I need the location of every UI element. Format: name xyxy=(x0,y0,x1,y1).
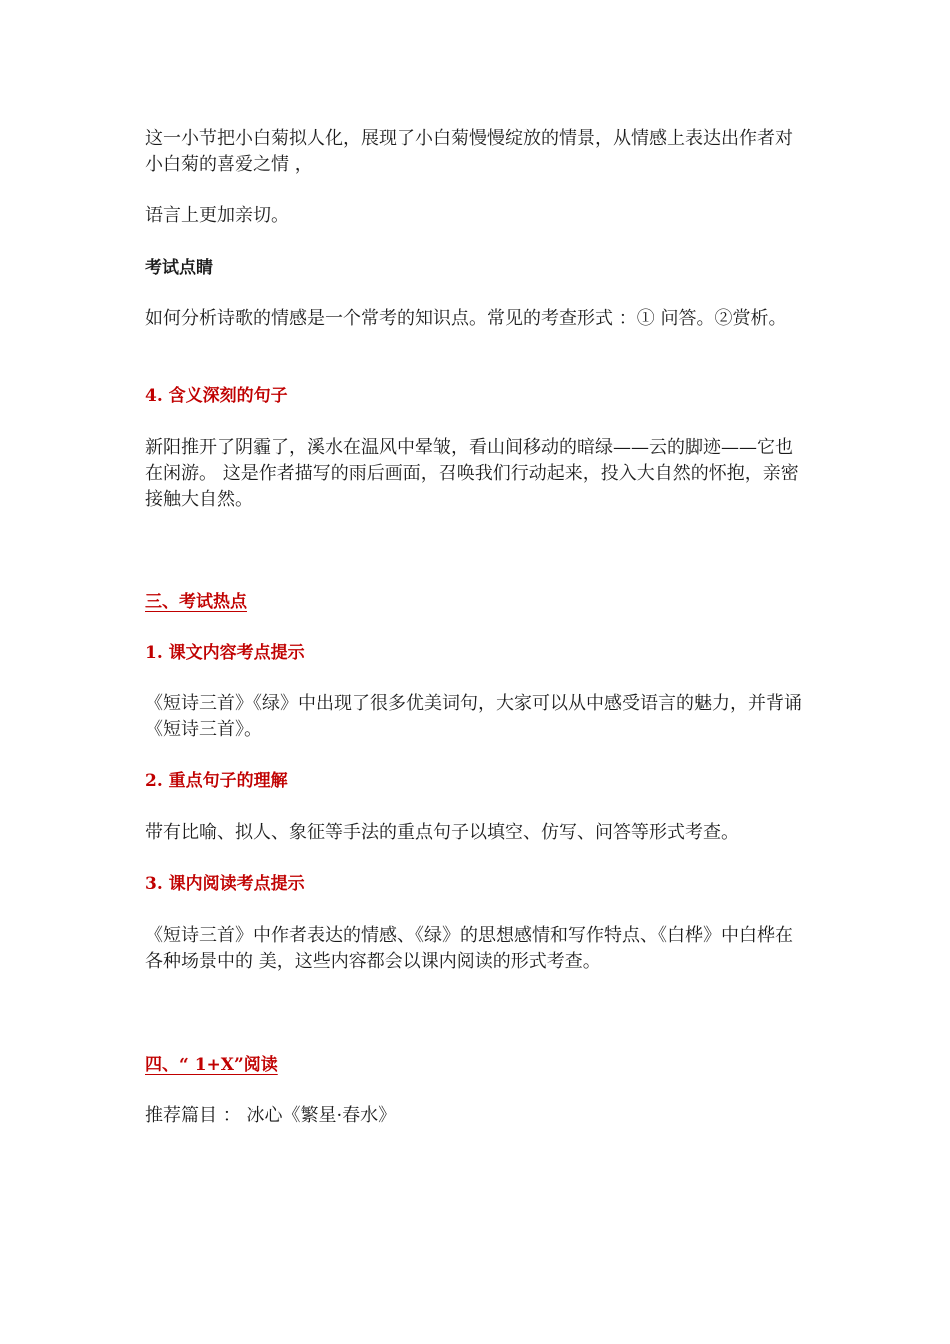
section-heading-1x-reading: 四、“ 1+X”阅读 xyxy=(145,1055,278,1075)
heading-in-class-reading-tips: 3. 课内阅读考点提示 xyxy=(145,874,305,894)
paragraph-text-content-tips: 《短诗三首》《绿》中出现了很多优美词句，大家可以从中感受语言的魅力，并背诵《短诗三首》。 xyxy=(145,693,802,740)
paragraph-recommended-reading: 推荐篇目 ： 冰心《繁星·春水》 xyxy=(145,1105,397,1126)
paragraph-language-note: 语言上更加亲切。 xyxy=(145,205,289,226)
paragraph-key-sentence-understanding: 带有比喻、拟人、象征等手法的重点句子以填空、仿写、问答等形式考查。 xyxy=(145,822,739,843)
section-heading-exam-hotspots: 三、考试热点 xyxy=(145,592,247,612)
heading-exam-point: 考试点睛 xyxy=(145,258,213,278)
heading-profound-sentences: 4. 含义深刻的句子 xyxy=(145,386,288,406)
paragraph-in-class-reading-tips: 《短诗三首》中作者表达的情感、《绿》的思想感情和写作特点、《白桦》中白桦在各种场景中的 美，这些内容都会以课内阅读的形式考查。 xyxy=(145,925,793,972)
paragraph-chrysanthemum-analysis: 这一小节把小白菊拟人化，展现了小白菊慢慢绽放的情景，从情感上表达出作者对小白菊的喜爱之情 ， xyxy=(145,128,793,175)
paragraph-poem-emotion: 如何分析诗歌的情感是一个常考的知识点。常见的考查形式 ：① 问答。②赏析。 xyxy=(145,308,787,329)
heading-key-sentence-understanding: 2. 重点句子的理解 xyxy=(145,771,288,791)
heading-text-content-tips: 1. 课文内容考点提示 xyxy=(145,643,305,663)
paragraph-profound-sentence-analysis: 新阳推开了阴霾了，溪水在温风中晕皱，看山间移动的暗绿——云的脚迹——它也在闲游。 这是作者描写的雨后画面，召唤我们行动起来，投入大自然的怀抱，亲密接触大自然。 xyxy=(145,437,799,510)
